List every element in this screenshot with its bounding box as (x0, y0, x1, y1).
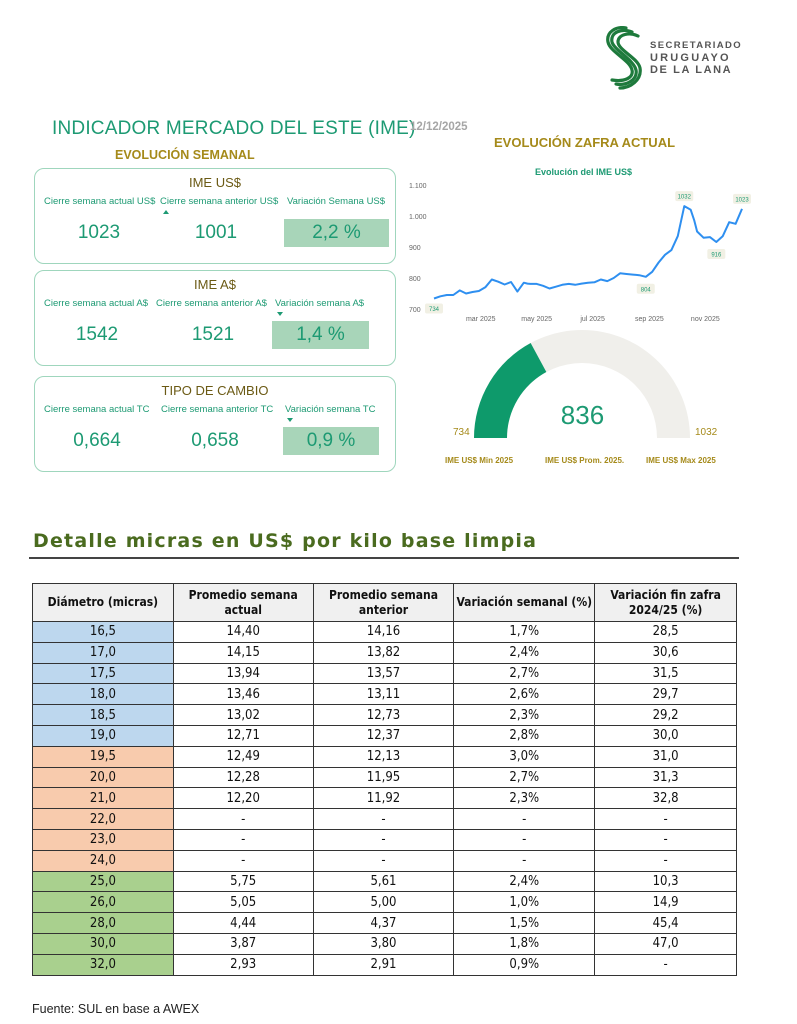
cell-previous-avg: - (313, 809, 454, 830)
cell-weekly-variation: 1,8% (454, 933, 595, 954)
micras-table (32, 583, 737, 976)
table-row (33, 913, 737, 934)
label-current-week: Cierre semana actual TC (44, 404, 150, 415)
cell-previous-avg: 11,95 (313, 767, 454, 788)
gauge-fill (474, 343, 546, 438)
weekly-evolution-heading: EVOLUCIÓN SEMANAL (115, 148, 255, 162)
cell-weekly-variation: - (454, 829, 595, 850)
x-tick-label: mar 2025 (465, 316, 496, 323)
cell-weekly-variation: 3,0% (454, 746, 595, 767)
value-previous-week: 0,658 (191, 430, 239, 451)
cell-current-avg: 2,93 (173, 954, 313, 975)
cell-previous-avg: 12,73 (313, 705, 454, 726)
table-row (33, 767, 737, 788)
cell-current-avg: 13,94 (173, 663, 313, 684)
cell-current-avg: 4,44 (173, 913, 313, 934)
gauge-min-label: IME US$ Min 2025 (445, 456, 514, 465)
cell-diameter: 26,0 (33, 892, 174, 913)
y-tick-label: 700 (409, 307, 421, 314)
label-previous-week: Cierre semana anterior TC (161, 404, 274, 415)
cell-weekly-variation: - (454, 809, 595, 830)
label-previous-week: Cierre semana anterior US$ (160, 196, 279, 207)
cell-previous-avg: 12,37 (313, 725, 454, 746)
cell-current-avg: 14,40 (173, 622, 313, 643)
cell-previous-avg: 3,80 (313, 933, 454, 954)
header-season-variation: Variación fin zafra 2024/25 (%) (595, 584, 737, 622)
value-weekly-variation: 0,9 % (283, 427, 379, 455)
cell-current-avg: 12,28 (173, 767, 313, 788)
cell-previous-avg: 5,61 (313, 871, 454, 892)
cell-diameter: 18,5 (33, 705, 174, 726)
cell-current-avg: 12,71 (173, 725, 313, 746)
cell-diameter: 20,0 (33, 767, 174, 788)
cell-weekly-variation: 1,7% (454, 622, 595, 643)
cell-season-variation: 28,5 (595, 622, 737, 643)
cell-current-avg: 5,05 (173, 892, 313, 913)
card-ime-aud (34, 270, 396, 366)
card-title: IME US$ (188, 175, 241, 190)
x-tick-label: jul 2025 (580, 316, 605, 323)
cell-weekly-variation: 1,0% (454, 892, 595, 913)
table-body (33, 622, 737, 976)
table-row (33, 746, 737, 767)
page-title: INDICADOR MERCADO DEL ESTE (IME) (52, 118, 416, 139)
cell-weekly-variation: 0,9% (454, 954, 595, 975)
cell-diameter: 19,5 (33, 746, 174, 767)
cell-diameter: 24,0 (33, 850, 174, 871)
cell-season-variation: 45,4 (595, 913, 737, 934)
report-date: 12/12/2025 (410, 121, 468, 133)
table-row (33, 829, 737, 850)
ime-line-chart (400, 175, 760, 325)
cell-diameter: 17,5 (33, 663, 174, 684)
cell-previous-avg: 13,57 (313, 663, 454, 684)
table-row (33, 663, 737, 684)
logo-line-2: URUGUAYO (650, 52, 731, 64)
data-label: 1023 (735, 197, 749, 204)
sul-logo-icon (604, 26, 644, 90)
value-current-week: 0,664 (73, 430, 121, 451)
value-weekly-variation: 2,2 % (284, 219, 389, 247)
cell-diameter: 21,0 (33, 788, 174, 809)
label-current-week: Cierre semana actual A$ (44, 298, 149, 309)
table-row (33, 788, 737, 809)
cell-weekly-variation: 2,3% (454, 788, 595, 809)
value-previous-week: 1521 (191, 324, 235, 345)
y-tick-label: 800 (409, 276, 421, 283)
cell-season-variation: - (595, 809, 737, 830)
trend-up-icon (163, 210, 169, 214)
card-ime-usd (34, 168, 396, 264)
cell-season-variation: 30,6 (595, 642, 737, 663)
value-weekly-variation: 1,4 % (272, 321, 369, 349)
label-weekly-variation: Variación semana A$ (275, 298, 365, 309)
gauge-min-value: 734 (453, 427, 470, 438)
card-exchange-rate (34, 376, 396, 472)
cell-current-avg: 12,49 (173, 746, 313, 767)
cell-previous-avg: 11,92 (313, 788, 454, 809)
table-header-row (33, 584, 737, 622)
cell-diameter: 22,0 (33, 809, 174, 830)
label-weekly-variation: Variación semana TC (285, 404, 376, 415)
cell-season-variation: 31,5 (595, 663, 737, 684)
cell-season-variation: - (595, 954, 737, 975)
cell-weekly-variation: 2,7% (454, 663, 595, 684)
cell-weekly-variation: 2,4% (454, 871, 595, 892)
cell-season-variation: 14,9 (595, 892, 737, 913)
cell-diameter: 23,0 (33, 829, 174, 850)
cell-diameter: 32,0 (33, 954, 174, 975)
header-diameter: Diámetro (micras) (33, 584, 174, 622)
data-label: 734 (428, 306, 440, 313)
cell-previous-avg: 14,16 (313, 622, 454, 643)
table-row (33, 809, 737, 830)
source-note: Fuente: SUL en base a AWEX (32, 1002, 200, 1016)
cell-weekly-variation: - (454, 850, 595, 871)
cell-previous-avg: 13,82 (313, 642, 454, 663)
cell-previous-avg: 4,37 (313, 913, 454, 934)
cell-weekly-variation: 2,7% (454, 767, 595, 788)
cell-diameter: 30,0 (33, 933, 174, 954)
micras-section-title: Detalle micras en US$ por kilo base limpia (33, 530, 538, 552)
sul-logo (604, 26, 742, 90)
gauge-average-value: 836 (560, 400, 605, 430)
header-previous-avg: Promedio semana anterior (313, 584, 454, 622)
cell-previous-avg: 2,91 (313, 954, 454, 975)
cell-current-avg: - (173, 809, 313, 830)
cell-season-variation: 10,3 (595, 871, 737, 892)
cell-current-avg: - (173, 850, 313, 871)
x-tick-label: sep 2025 (635, 316, 664, 323)
header-current-avg: Promedio semana actual (173, 584, 313, 622)
gauge-max-label: IME US$ Max 2025 (646, 456, 716, 465)
table-row (33, 725, 737, 746)
cell-season-variation: 29,7 (595, 684, 737, 705)
data-label: 916 (711, 252, 722, 259)
value-previous-week: 1001 (194, 222, 238, 243)
chart-title: Evolución del IME US$ (535, 167, 633, 177)
cell-season-variation: 47,0 (595, 933, 737, 954)
card-title: IME A$ (194, 277, 236, 292)
series-line-ime-usd (434, 206, 742, 298)
trend-down-icon (277, 312, 283, 316)
label-previous-week: Cierre semana anterior A$ (156, 298, 267, 309)
data-label: 1032 (677, 194, 691, 201)
cell-previous-avg: - (313, 829, 454, 850)
cell-current-avg: 14,15 (173, 642, 313, 663)
cell-previous-avg: 12,13 (313, 746, 454, 767)
cell-diameter: 18,0 (33, 684, 174, 705)
cell-diameter: 17,0 (33, 642, 174, 663)
label-current-week: Cierre semana actual US$ (44, 196, 156, 207)
cell-previous-avg: - (313, 850, 454, 871)
table-row (33, 705, 737, 726)
section-divider (29, 557, 739, 559)
cell-current-avg: 5,75 (173, 871, 313, 892)
value-current-week: 1542 (75, 324, 119, 345)
table-row (33, 933, 737, 954)
gauge-max-value: 1032 (695, 427, 718, 438)
table-row (33, 622, 737, 643)
trend-down-icon (287, 418, 293, 422)
cell-weekly-variation: 1,5% (454, 913, 595, 934)
cell-diameter: 25,0 (33, 871, 174, 892)
header-weekly-variation: Variación semanal (%) (454, 584, 595, 622)
cell-season-variation: 32,8 (595, 788, 737, 809)
cell-season-variation: 30,0 (595, 725, 737, 746)
table-row (33, 954, 737, 975)
cell-previous-avg: 5,00 (313, 892, 454, 913)
cell-weekly-variation: 2,4% (454, 642, 595, 663)
card-title: TIPO DE CAMBIO (161, 383, 269, 398)
table-row (33, 850, 737, 871)
cell-current-avg: 13,02 (173, 705, 313, 726)
cell-previous-avg: 13,11 (313, 684, 454, 705)
table-row (33, 871, 737, 892)
x-tick-label: may 2025 (521, 316, 553, 323)
table-row (33, 642, 737, 663)
data-label: 804 (640, 287, 651, 294)
cell-current-avg: - (173, 829, 313, 850)
cell-season-variation: 31,3 (595, 767, 737, 788)
gauge-avg-label: IME US$ Prom. 2025. (545, 456, 625, 465)
season-evolution-heading: EVOLUCIÓN ZAFRA ACTUAL (494, 135, 676, 150)
cell-current-avg: 13,46 (173, 684, 313, 705)
cell-season-variation: 31,0 (595, 746, 737, 767)
value-current-week: 1023 (77, 222, 121, 243)
label-weekly-variation: Variación Semana US$ (287, 196, 386, 207)
cell-season-variation: - (595, 850, 737, 871)
cell-current-avg: 3,87 (173, 933, 313, 954)
y-tick-label: 1.100 (409, 183, 427, 190)
x-tick-label: nov 2025 (690, 316, 720, 323)
cell-season-variation: - (595, 829, 737, 850)
cell-weekly-variation: 2,3% (454, 705, 595, 726)
table-row (33, 684, 737, 705)
cell-current-avg: 12,20 (173, 788, 313, 809)
y-tick-label: 1.000 (409, 214, 427, 221)
cell-diameter: 19,0 (33, 725, 174, 746)
table-row (33, 892, 737, 913)
cell-diameter: 16,5 (33, 622, 174, 643)
cell-weekly-variation: 2,6% (454, 684, 595, 705)
cell-weekly-variation: 2,8% (454, 725, 595, 746)
y-tick-label: 900 (409, 245, 421, 252)
cell-diameter: 28,0 (33, 913, 174, 934)
logo-line-1: SECRETARIADO (650, 40, 743, 51)
logo-text (650, 40, 742, 76)
logo-line-3: DE LA LANA (650, 64, 733, 76)
cell-season-variation: 29,2 (595, 705, 737, 726)
